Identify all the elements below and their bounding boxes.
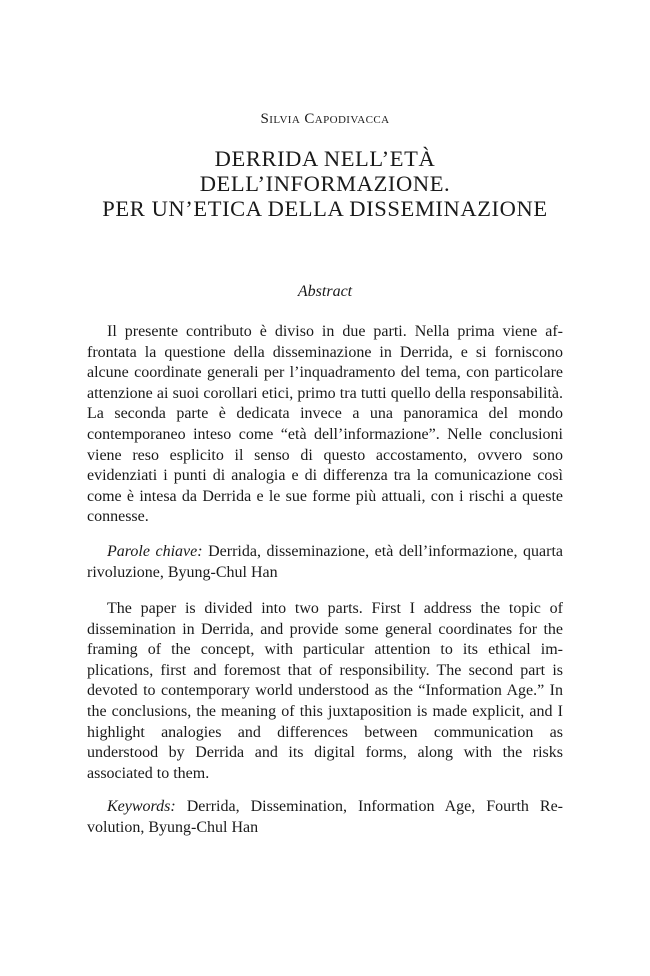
title-line-2: DELL’INFORMAZIONE. bbox=[199, 171, 451, 196]
abstract-heading: Abstract bbox=[297, 283, 353, 300]
keywords-english bbox=[87, 797, 563, 838]
abstract-italian: Il presente contributo è diviso in due parti. Nella prima viene affrontata la questione della disseminazione in Derrida, e si forniscono alcune coordinate generali per l’inquadramento del tema, con particolare attenzione ai suoi corollari etici, primo tra tutti quello della responsabilità. La seconda parte è dedicata invece a una panoramica del mondo contemporaneo inteso come “età dell’informazione”. Nelle conclusioni viene reso esplicito il senso di questo accostamento, ovvero sono evidenziati i punti di analogia e di differenza tra la comunicazione così come è intesa da Derrida e le sue forme più attuali, con i rischi a queste connesse. bbox=[87, 323, 563, 526]
paper-title bbox=[77, 146, 573, 221]
keywords-english-text: Derrida, Dissemination, Information Age, Fourth Revolution, Byung-Chul Han bbox=[87, 798, 563, 836]
title-line-1: DERRIDA NELL’ETÀ bbox=[214, 146, 436, 171]
keywords-italian-text: Derrida, disseminazione, età dell’informazione, quarta rivoluzione, Byung-Chul Han bbox=[87, 543, 564, 581]
keywords-english-label: Keywords: bbox=[107, 798, 176, 815]
keywords-italian bbox=[87, 542, 563, 583]
title-line-3: PER UN’ETICA DELLA DISSEMINAZIONE bbox=[102, 196, 548, 221]
abstract-english: The paper is divided into two parts. First I address the topic of dissemination in Derrida, and provide some general coordinates for the framing of the concept, with particular attention to its ethical implications, first and foremost that of responsibility. The second part is devoted to contemporary world understood as the “Information Age.” In the conclusions, the meaning of this juxtaposition is made explicit, and I highlight analogies and differences between communication as understood by Derrida and its digital forms, along with the risks associated to them. bbox=[87, 600, 563, 782]
author-name: Silvia Capodivacca bbox=[260, 111, 390, 127]
keywords-italian-label: Parole chiave: bbox=[107, 543, 203, 560]
